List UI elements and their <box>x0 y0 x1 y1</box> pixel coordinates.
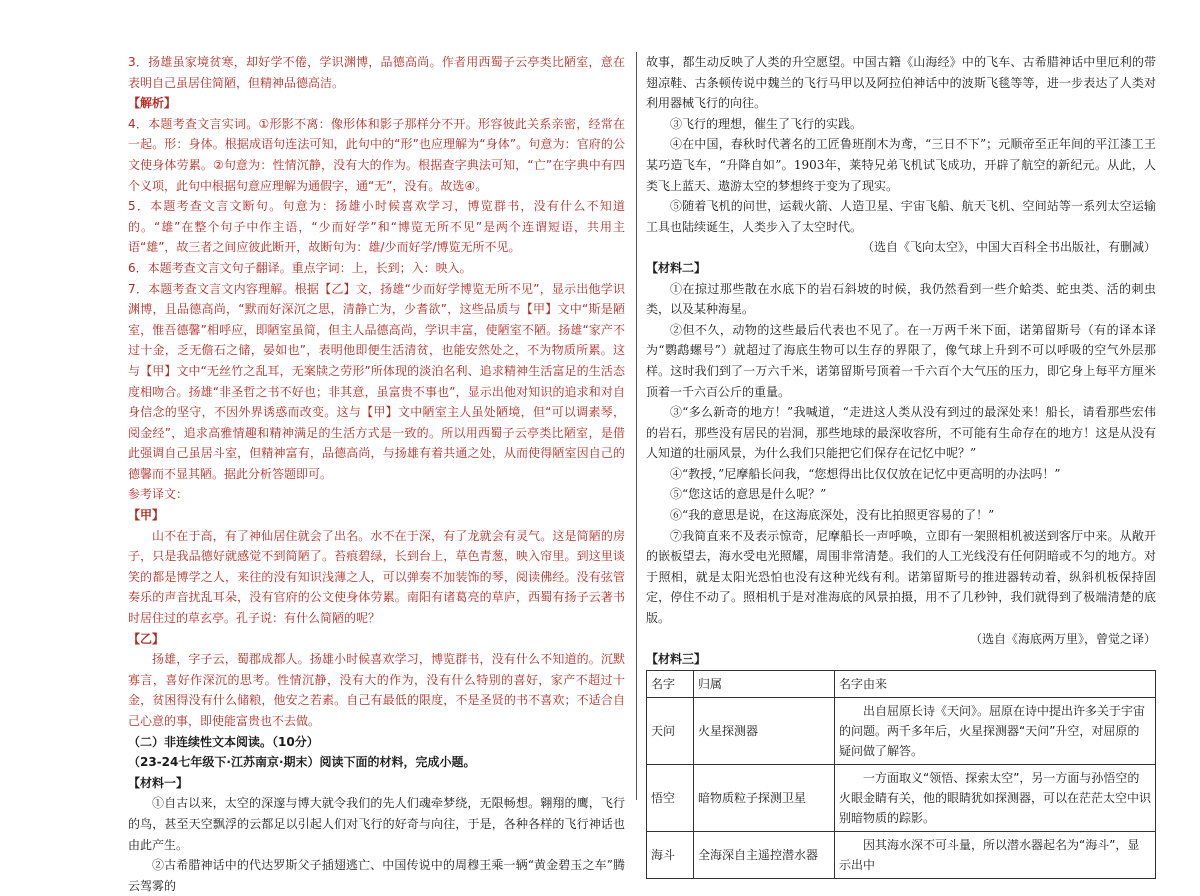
naming-table <box>646 670 1156 879</box>
reference-translation-heading: 参考译文： <box>128 487 189 502</box>
material-2-para-6: ⑥“我的意思是说，在这海底深处，没有比拍照更容易的了！” <box>670 508 995 523</box>
material-2-para-4: ④“教授，”尼摩船长问我，“您想得出比仅仅放在记忆中更高明的办法吗！” <box>670 466 1061 481</box>
material-2-source: （选自《海底两万里》，曾觉之译） <box>969 631 1156 646</box>
material-2-para-2: ②但不久，动物的这些最后代表也不见了。在一万两千米下面，诺第留斯号（有的译本译为“鹦鹉螺号”）就超过了海底生物可以生存的界限了，像气球上升到不可以呼吸的空气外层那样。这时我们到了一万六千米，诺第留斯号顶着一千六百个大气压的压力，即它身上每平方厘米顶着一千六百公斤的重量。 <box>646 322 1156 399</box>
table-header-cell: 归属 <box>694 670 835 697</box>
table-cell <box>835 764 1156 831</box>
yi-heading: 【乙】 <box>128 631 165 646</box>
table-cell-text: 一方面取义“领悟、探索太空”，另一方面与孙悟空的火眼金睛有关，他的眼睛犹如探测器，可以在茫茫太空中识别暗物质的踪影。 <box>839 770 1152 825</box>
material-1-para-1: ①自古以来，太空的深邃与博大就令我们的先人们魂牵梦绕，无限畅想。翱翔的鹰，飞行的鸟，甚至天空飘浮的云都足以引起人们对飞行的好奇与向往，于是，各种各样的飞行神话也由此产生。 <box>128 796 625 852</box>
material-2-heading: 【材料二】 <box>646 260 707 275</box>
analysis-q4: 4．本题考查文言实词。①形影不离：像形体和影子那样分不开。形容彼此关系亲密，经常在一起。形：身体。根据成语句连法可知，此句中的“形”也应理解为“身体”。句意为：官府的公文使身体劳累。②句意为：性情沉静，没有大的作为。根据查字典法可知，“亡”在字典中有四个义项，此句中根据句意应理解为通假字，通“无”，没有。故选④。 <box>128 116 625 193</box>
material-2-para-3: ③“多么新奇的地方！”我喊道，“走进这人类从没有到过的最深处来！船长，请看那些宏伟的岩石，那些没有居民的岩洞，那些地球的最深收容所，不可能有生命存在的地方！这是从没有人知道的壮丽风景，为什么我们只能把它们保存在记忆中呢？” <box>646 405 1156 461</box>
material-1-para-3: ③飞行的理想，催生了飞行的实践。 <box>670 116 863 131</box>
material-1-para-5: ⑤随着飞机的问世，运载火箭、人造卫星、宇宙飞船、航天飞机、空间站等一系列太空运输工具也陆续诞生，人类步入了太空时代。 <box>646 199 1156 234</box>
jia-translation: 山不在于高，有了神仙居住就会了出名。水不在于深，有了龙就会有灵气。这是简陋的房子，只是我品德好就感觉不到简陋了。苔痕碧绿，长到台上，草色青葱，映入帘里。到这里谈笑的都是博学之人，来往的没有知识浅薄之人，可以弹奏不加装饰的琴，阅读佛经。没有弦管奏乐的声音扰乱耳朵，没有官府的公文使身体劳累。南阳有诸葛亮的草庐，西蜀有扬子云著书时居住过的草玄亭。孔子说：有什么简陋的呢？ <box>128 528 625 626</box>
table-row <box>647 764 1156 831</box>
source-line: （23-24七年级下·江苏南京·期末）阅读下面的材料，完成小题。 <box>128 755 476 770</box>
analysis-q6: 6．本题考查文言文句子翻译。重点字词：上，长到；入：映入。 <box>128 260 472 275</box>
material-1-para-4: ④在中国，春秋时代著名的工匠鲁班削木为鸢，“三日不下”；元顺帝至正年间的平江漆工王某巧造飞车，“升降自如”。1903年，莱特兄弟飞机试飞成功，开辟了航空的新纪元。从此，人类飞上蓝天、遨游太空的梦想终于变为了现实。 <box>646 137 1156 193</box>
material-1-source: （选自《飞向太空》，中国大百科全书出版社，有删减） <box>861 240 1156 255</box>
material-2-para-1: ①在掠过那些散在水底下的岩石斜坡的时候，我仍然看到一些介蛤类、蛇虫类、活的刺虫类，以及某种海星。 <box>646 281 1156 317</box>
material-3-heading: 【材料三】 <box>646 652 707 667</box>
material-1-para-2: ②古希腊神话中的代达罗斯父子插翅逃亡、中国传说中的周穆王乘一辆“黄金碧玉之车”腾云驾雾的 <box>128 858 625 893</box>
table-cell: 火星探测器 <box>694 697 835 764</box>
jia-heading: 【甲】 <box>128 508 165 523</box>
material-2-para-5: ⑤“您这话的意思是什么呢？” <box>670 487 827 502</box>
table-cell: 全海深自主遥控潜水器 <box>694 831 835 878</box>
table-cell <box>835 697 1156 764</box>
analysis-heading: 【解析】 <box>128 96 177 111</box>
table-row <box>647 831 1156 878</box>
material-1-continuation: 故事，都生动反映了人类的升空愿望。中国古籍《山海经》中的飞车、古希腊神话中里厄利的带翅凉鞋、古条顿传说中魏兰的飞行马甲以及阿拉伯神话中的波斯飞毯等等，进一步表达了人类对利用器械飞行的向往。 <box>646 55 1156 111</box>
table-cell: 悟空 <box>647 764 694 831</box>
table-row <box>647 697 1156 764</box>
table-header-row <box>647 670 1156 697</box>
table-cell: 天问 <box>647 697 694 764</box>
right-column <box>646 52 1156 879</box>
answer-3: 3．扬雄虽家境贫寒，却好学不倦，学识渊博，品德高尚。作者用西蜀子云亭类比陋室，意在表明自己虽居住简陋，但精神品德高洁。 <box>128 55 625 90</box>
table-cell-text: 因其海水深不可斗量，所以潜水器起名为“海斗”，显示出中 <box>839 837 1140 872</box>
table-cell: 暗物质粒子探测卫星 <box>694 764 835 831</box>
material-2-para-7: ⑦我简直来不及表示惊奇，尼摩船长一声呼唤，立即有一架照相机被送到客厅中来。从敞开的嵌板望去，海水受电光照耀，周围非常清楚。我们的人工光线没有任何阴暗或不匀的地方。对于照相，就是太阳光恐怕也没有这种光线有利。诺第留斯号的推进器转动着，纵斜机板保持固定，停住不动了。照相机于是对准海底的风景拍摄，用不了几秒钟，我们就得到了极端清楚的底版。 <box>646 528 1156 626</box>
analysis-q5: 5．本题考查文言文断句。句意为：扬雄小时候喜欢学习，博览群书，没有什么不知道的。“雄”在整个句子中作主语，“少而好学”和“博览无所不见”是两个连谓短语，共用主语“雄”，故三者之间应彼此断开，故断句为：雄/少而好学/博览无所不见。 <box>128 199 625 255</box>
table-cell: 海斗 <box>647 831 694 878</box>
yi-translation: 扬雄，字子云，蜀郡成都人。扬雄小时候喜欢学习，博览群书，没有什么不知道的。沉默寡言，喜好作深沉的思考。性情沉静，没有大的作为，没有什么特别的喜好，家产不超过十金，贫困得没有什么储粮，他安之若素。自己有最低的限度，不是圣贤的书不喜欢；不适合自己心意的事，即使能富贵也不去做。 <box>128 652 625 728</box>
table-cell-text: 出自屈原长诗《天问》。屈原在诗中提出许多关于宇宙的问题。两千多年后，火星探测器“天问”升空，对屈原的疑问做了解答。 <box>839 703 1146 758</box>
table-header-cell: 名字由来 <box>835 670 1156 697</box>
table-cell <box>835 831 1156 878</box>
analysis-q7: 7．本题考查文言文内容理解。根据【乙】文，扬雄“少而好学博览无所不见”，显示出他学识渊博，且品德高尚，“默而好深沉之思，清静亡为，少耆欲”，这些品质与【甲】文中“斯是陋室，惟吾德馨”相呼应，即陋室虽简，但主人品德高尚，学识丰富，使陋室不陋。扬雄“家产不过十金，乏无儋石之储，晏如也”，表明他即便生活清贫，也能安然处之，不为物质所累。这与【甲】文中“无丝竹之乱耳，无案牍之劳形”所体现的淡泊名利、追求精神生活富足的生活态度相吻合。扬雄“非圣哲之书不好也；非其意，虽富贵不事也”，显示出他对知识的追求和对自身信念的坚守，不因外界诱惑而改变。这与【甲】文中陋室主人虽处陋境，但“可以调素琴，阅金经”，追求高雅情趣和精神满足的生活方式是一致的。所以用西蜀子云亭类比陋室，是借此强调自己虽居斗室，但精神富有，品德高尚，与扬雄有着共通之处，从而使得陋室因自己的德馨而不显其陋。据此分析答题即可。 <box>128 281 625 481</box>
section-heading: （二）非连续性文本阅读。（10分） <box>128 734 319 749</box>
left-column <box>128 52 625 896</box>
table-header-cell: 名字 <box>647 670 694 697</box>
column-divider <box>636 52 637 800</box>
material-1-heading: 【材料一】 <box>128 775 189 790</box>
